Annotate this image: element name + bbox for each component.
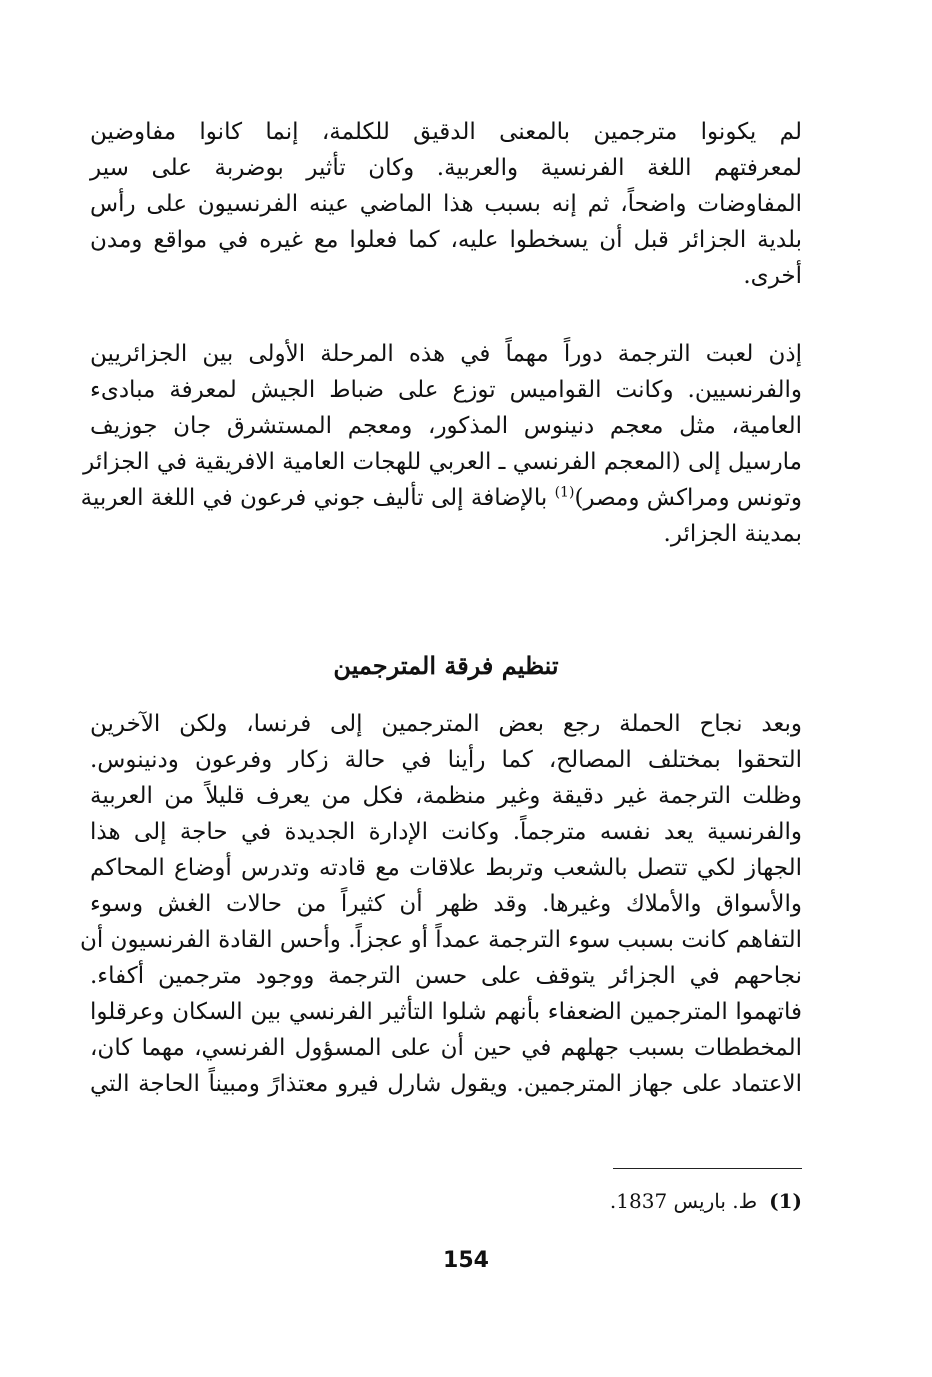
paragraph-line: والفرنسيين. وكانت القواميس توزع على ضباط الجيش لمعرفة مبادىء <box>90 377 802 403</box>
paragraph-line: وبعد نجاح الحملة رجع بعض المترجمين إلى فرنسا، ولكن الآخرين <box>90 711 802 737</box>
paragraph-line: التفاهم كانت بسبب سوء الترجمة عمداً أو عجزاً. وأحس القادة الفرنسيون أن <box>79 927 802 953</box>
footnote-reference: (1) <box>554 484 575 501</box>
paragraph-line: والفرنسية يعد نفسه مترجماً. وكانت الإدارة الجديدة في حاجة إلى هذا <box>90 819 802 845</box>
paragraph-1 <box>90 114 802 294</box>
paragraph-line: مارسيل إلى (المعجم الفرنسي ـ العربي للهجات العامية الافريقية في الجزائر <box>83 449 802 475</box>
paragraph-line: المخططات بسبب جهلهم في حين أن على المسؤول الفرنسي، مهما كان، <box>90 1035 802 1061</box>
line-prefix: وتونس ومراكش ومصر) <box>574 485 802 511</box>
line-suffix: بالإضافة إلى تأليف جوني فرعون في اللغة العربية <box>80 485 548 511</box>
paragraph-line: أخرى. <box>743 263 802 289</box>
paragraph-2 <box>80 336 802 552</box>
footnote-text: ط. باريس 1837. <box>609 1189 758 1213</box>
paragraph-line: وظلت الترجمة غير دقيقة وغير منظمة، فكل من يعرف قليلاً من العربية <box>90 783 802 809</box>
paragraph-line: لم يكونوا مترجمين بالمعنى الدقيق للكلمة، إنما كانوا مفاوضين <box>90 119 802 145</box>
paragraph-line: بلدية الجزائر قبل أن يسخطوا عليه، كما فعلوا مع غيره في مواقع ومدن <box>90 227 802 253</box>
paragraph-line: المفاوضات واضحاً، ثم إنه بسبب هذا الماضي عينه الفرنسيون على رأس <box>90 191 802 217</box>
section-heading: تنظيم فرقة المترجمين <box>333 651 559 680</box>
footnote <box>90 1186 802 1216</box>
paragraph-line: بمدينة الجزائر. <box>663 521 802 547</box>
paragraph-line: الجهاز لكي تتصل بالشعب وتربط علاقات مع قادته وتدرس أوضاع المحاكم <box>90 855 802 881</box>
footnote-divider <box>613 1168 802 1169</box>
paragraph-line: العامية، مثل معجم دنينوس المذكور، ومعجم المستشرق جان جوزيف <box>90 413 802 439</box>
paragraph-line: الاعتماد على جهاز المترجمين. ويقول شارل فيرو معتذارً ومبيناً الحاجة التي <box>90 1071 802 1097</box>
paragraph-line: لمعرفتهم اللغة الفرنسية والعربية. وكان تأثير بوضربة على سير <box>90 155 802 181</box>
paragraph-line: نجاحهم في الجزائر يتوقف على حسن الترجمة ووجود مترجمين أكفاء. <box>90 963 802 989</box>
paragraph-line: التحقوا بمختلف المصالح، كما رأينا في حالة زكار وفرعون ودنينوس. <box>90 747 802 773</box>
footnote-marker: (1) <box>769 1189 802 1213</box>
page-number: 154 <box>443 1248 489 1273</box>
paragraph-line: إذن لعبت الترجمة دوراً مهماً في هذه المرحلة الأولى بين الجزائريين <box>90 341 802 367</box>
paragraph-line: فاتهموا المترجمين الضعفاء بأنهم شلوا التأثير الفرنسي بين السكان وعرقلوا <box>90 999 802 1025</box>
paragraph-3 <box>79 706 802 1102</box>
paragraph-line: والأسواق والأملاك وغيرها. وقد ظهر أن كثيراً من حالات الغش وسوء <box>90 891 802 917</box>
paragraph-line-with-footnote-ref <box>80 480 802 516</box>
